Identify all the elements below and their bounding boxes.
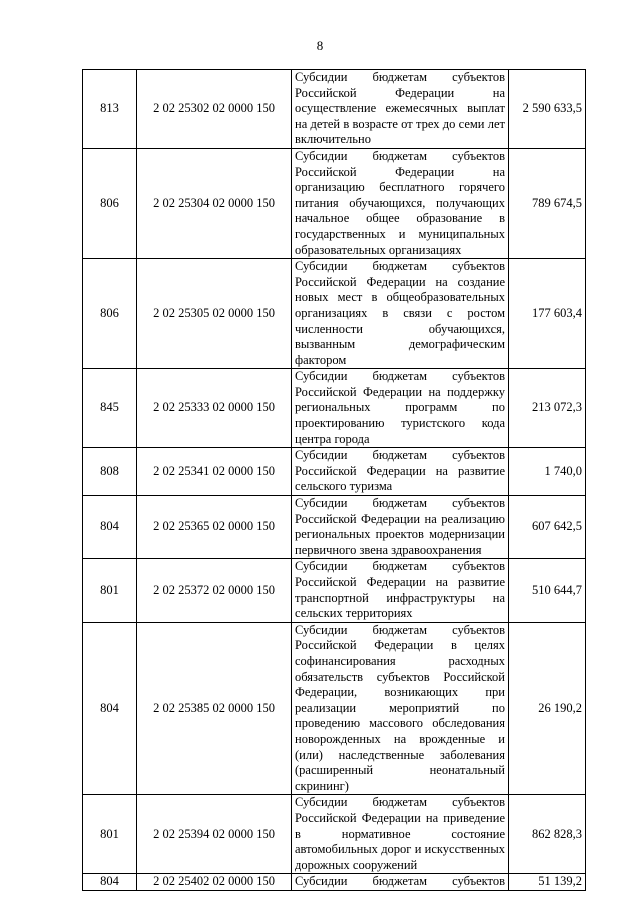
budget-table: [82, 69, 586, 891]
description-cell: Субсидии бюджетам субъектов Российской Федерации на реализацию региональных проектов модернизации первичного звена здравоохранения: [292, 496, 509, 559]
amount-cell: 2 590 633,5: [509, 70, 586, 149]
admin-code-cell: 804: [83, 622, 137, 795]
amount-cell: 51 139,2: [509, 874, 586, 891]
table-row: [83, 259, 586, 369]
description-cell: Субсидии бюджетам субъектов: [292, 874, 509, 891]
admin-code-cell: 806: [83, 259, 137, 369]
budget-classification-code-cell: 2 02 25372 02 0000 150: [137, 559, 292, 622]
table-row: [83, 874, 586, 891]
budget-classification-code-cell: 2 02 25302 02 0000 150: [137, 70, 292, 149]
description-cell: Субсидии бюджетам субъектов Российской Федерации на создание новых мест в общеобразовательных организациях в связи с ростом численности обучающихся, вызванным демографическим фактором: [292, 259, 509, 369]
budget-classification-code-cell: 2 02 25304 02 0000 150: [137, 148, 292, 258]
admin-code-cell: 804: [83, 874, 137, 891]
amount-cell: 26 190,2: [509, 622, 586, 795]
table-row: [83, 448, 586, 496]
amount-cell: 789 674,5: [509, 148, 586, 258]
description-cell: Субсидии бюджетам субъектов Российской Федерации в целях софинансирования расходных обязательств субъектов Российской Федерации, возникающих при реализации мероприятий по проведению массового обследования новорожденных на врожденные и (или) наследственные заболевания (расширенный неонатальный скрининг): [292, 622, 509, 795]
admin-code-cell: 845: [83, 369, 137, 448]
amount-cell: 510 644,7: [509, 559, 586, 622]
page-number: 8: [316, 38, 324, 53]
admin-code-cell: 808: [83, 448, 137, 496]
budget-classification-code-cell: 2 02 25333 02 0000 150: [137, 369, 292, 448]
amount-cell: 607 642,5: [509, 496, 586, 559]
budget-classification-code-cell: 2 02 25385 02 0000 150: [137, 622, 292, 795]
admin-code-cell: 801: [83, 795, 137, 874]
description-cell: Субсидии бюджетам субъектов Российской Федерации на приведение в нормативное состояние автомобильных дорог и искусственных дорожных сооружений: [292, 795, 509, 874]
budget-classification-code-cell: 2 02 25305 02 0000 150: [137, 259, 292, 369]
description-cell: Субсидии бюджетам субъектов Российской Федерации на развитие сельского туризма: [292, 448, 509, 496]
amount-cell: 1 740,0: [509, 448, 586, 496]
table-row: [83, 496, 586, 559]
description-cell: Субсидии бюджетам субъектов Российской Федерации на поддержку региональных программ по проектированию туристского кода центра города: [292, 369, 509, 448]
admin-code-cell: 806: [83, 148, 137, 258]
amount-cell: 213 072,3: [509, 369, 586, 448]
admin-code-cell: 804: [83, 496, 137, 559]
table-row: [83, 559, 586, 622]
table-row: [83, 70, 586, 149]
budget-classification-code-cell: 2 02 25341 02 0000 150: [137, 448, 292, 496]
table-row: [83, 148, 586, 258]
table-row: [83, 622, 586, 795]
table-row: [83, 795, 586, 874]
description-cell: Субсидии бюджетам субъектов Российской Федерации на организацию бесплатного горячего питания обучающихся, получающих начальное общее образование в государственных и муниципальных образовательных организациях: [292, 148, 509, 258]
budget-classification-code-cell: 2 02 25402 02 0000 150: [137, 874, 292, 891]
admin-code-cell: 801: [83, 559, 137, 622]
amount-cell: 177 603,4: [509, 259, 586, 369]
admin-code-cell: 813: [83, 70, 137, 149]
table-row: [83, 369, 586, 448]
amount-cell: 862 828,3: [509, 795, 586, 874]
budget-classification-code-cell: 2 02 25365 02 0000 150: [137, 496, 292, 559]
budget-classification-code-cell: 2 02 25394 02 0000 150: [137, 795, 292, 874]
description-cell: Субсидии бюджетам субъектов Российской Федерации на осуществление ежемесячных выплат на детей в возрасте от трех до семи лет включительно: [292, 70, 509, 149]
description-cell: Субсидии бюджетам субъектов Российской Федерации на развитие транспортной инфраструктуры на сельских территориях: [292, 559, 509, 622]
